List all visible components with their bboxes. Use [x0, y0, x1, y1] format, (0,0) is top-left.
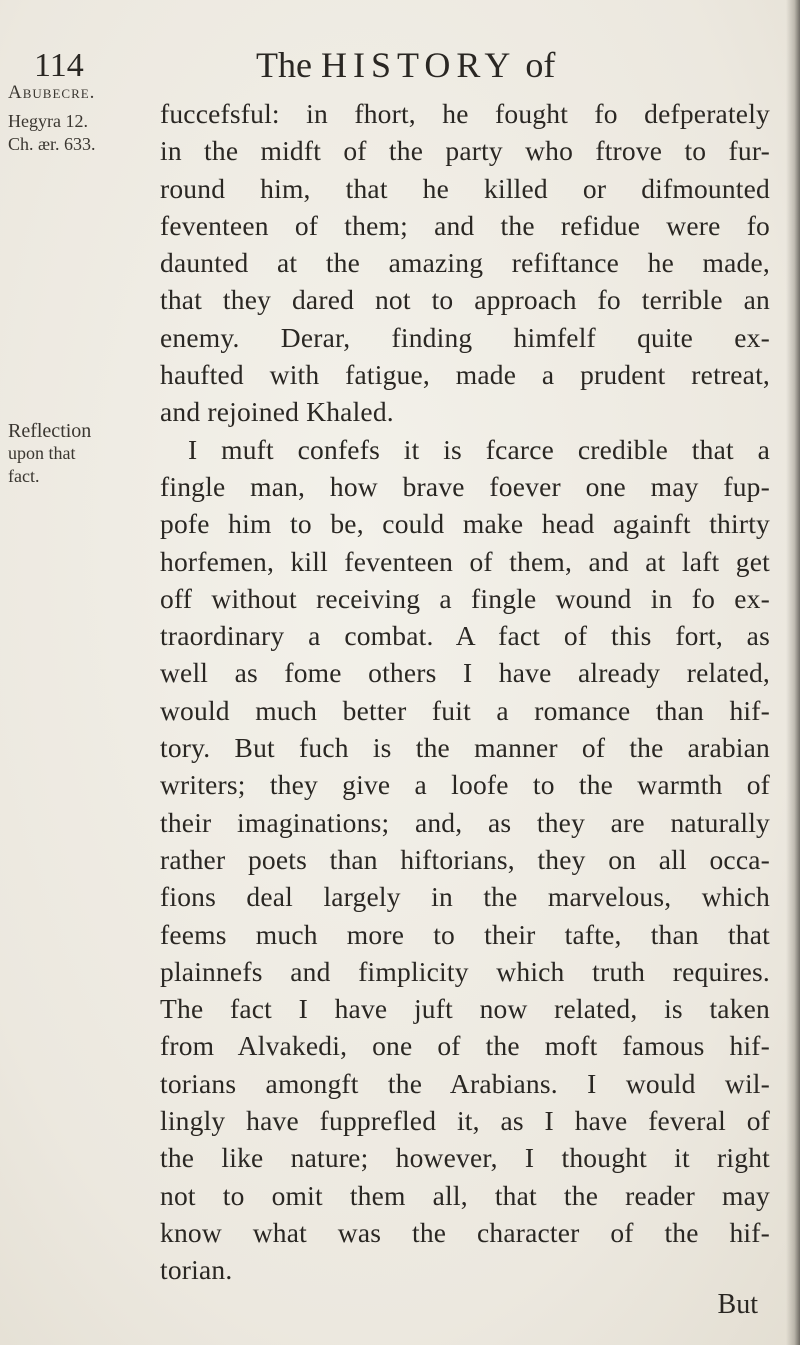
running-title-prefix: The — [256, 45, 312, 85]
text-line: would much better fuit a romance than hif- — [160, 694, 770, 726]
text-line: feventeen of them; and the refidue were fo — [160, 209, 770, 241]
margin-note-reflection — [8, 420, 138, 488]
text-line: the like nature; however, I thought it right — [160, 1142, 770, 1174]
text-line: plainnefs and fimplicity which truth requires. — [160, 955, 770, 987]
catchword: But — [717, 1289, 758, 1320]
text-line: know what was the character of the hif- — [160, 1216, 770, 1248]
margin-topic: Abubecre. — [8, 82, 96, 103]
text-line: that they dared not to approach fo terrible an — [160, 284, 770, 316]
running-title-main: HISTORY — [320, 45, 517, 85]
text-line: tory. But fuch is the manner of the arabian — [160, 732, 770, 764]
text-line: their imaginations; and, as they are naturally — [160, 806, 770, 838]
text-line: not to omit them all, that the reader may — [160, 1179, 770, 1211]
text-line: fingle man, how brave foever one may fup- — [160, 470, 770, 502]
text-line: traordinary a combat. A fact of this fort, as — [160, 620, 770, 652]
margin-note-topic — [8, 80, 138, 156]
text-line: rather poets than hiftorians, they on all occa- — [160, 843, 770, 875]
body-text — [160, 95, 770, 1289]
margin-date-hegyra: Hegyra 12. — [8, 111, 88, 131]
text-line: in the midft of the party who ftrove to fur- — [160, 135, 770, 167]
page-edge-shadow — [786, 0, 800, 1345]
margin-reflection-line-3: fact. — [8, 466, 40, 486]
text-line: pofe him to be, could make head againft thirty — [160, 508, 770, 540]
running-title-suffix: of — [525, 45, 556, 85]
text-line: I muft confefs it is fcarce credible that a — [188, 433, 770, 465]
text-line: from Alvakedi, one of the moft famous hif- — [160, 1030, 770, 1062]
text-line: fions deal largely in the marvelous, which — [160, 881, 770, 913]
text-line: haufted with fatigue, made a prudent retreat, — [160, 359, 770, 391]
page-number: 114 — [34, 47, 84, 84]
text-line: The fact I have juft now related, is taken — [160, 993, 770, 1025]
text-line: daunted at the amazing refiftance he made, — [160, 247, 770, 279]
text-line: lingly have fupprefled it, as I have feveral of — [160, 1105, 770, 1137]
running-title — [256, 44, 696, 86]
text-line: torians amongft the Arabians. I would wil- — [160, 1067, 770, 1099]
text-line: feems much more to their tafte, than that — [160, 918, 770, 950]
text-line: torian. — [160, 1254, 233, 1286]
margin-reflection-line-1: Reflection — [8, 420, 92, 442]
margin-reflection-line-2: upon that — [8, 443, 76, 463]
text-line: fuccefsful: in fhort, he fought fo defperately — [160, 98, 770, 129]
text-line: horfemen, kill feventeen of them, and at laft get — [160, 545, 770, 577]
text-line: and rejoined Khaled. — [160, 396, 394, 428]
text-line: enemy. Derar, finding himfelf quite ex- — [160, 321, 770, 353]
text-line: round him, that he killed or difmounted — [160, 172, 770, 204]
text-line: writers; they give a loofe to the warmth of — [160, 769, 770, 801]
text-line: off without receiving a fingle wound in fo ex- — [160, 582, 770, 614]
margin-date-christian-era: Ch. ær. 633. — [8, 134, 96, 154]
text-line: well as fome others I have already related, — [160, 657, 770, 689]
